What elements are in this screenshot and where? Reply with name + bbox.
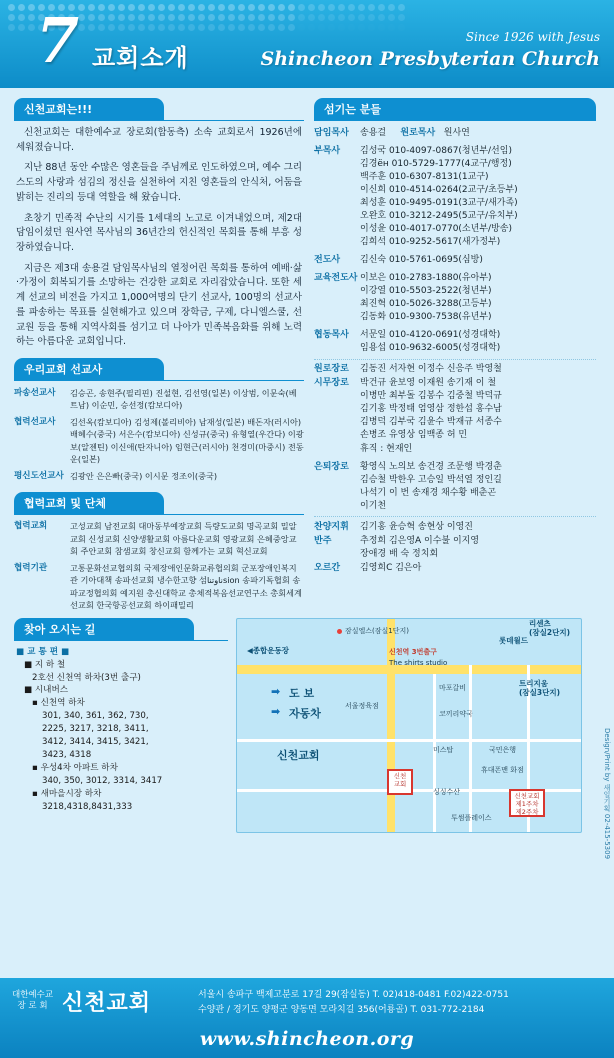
map-label-jamsil-els: 잠실엘스(잠실1단지)	[345, 626, 410, 635]
partners-table	[14, 520, 304, 612]
list-item: 최진혁 010-5026-3288(고등부)	[360, 299, 492, 310]
table-row	[14, 386, 304, 412]
intro-paragraph: 초창기 민족적 수난의 시기를 1세대의 노고로 이겨내었으며, 제2대 담임이셨던 원사연 목사님의 36년간의 헌신적인 목회를 통해 부흥 성장하였습니다.	[16, 212, 302, 254]
row-value	[360, 271, 596, 324]
map-label-riverside: 리센츠 (잠실2단지)	[529, 618, 571, 637]
bus-stop-name: 우성4차 아파트 하차	[40, 762, 118, 773]
directions-text-block	[14, 618, 228, 833]
map-label-stadium: ◀종합운동장	[247, 645, 289, 655]
map-label-phone-shop: 휴대폰맨 화점	[481, 765, 524, 774]
map-street	[237, 739, 582, 742]
bus-numbers	[42, 801, 228, 814]
row-label: 협동목사	[314, 330, 349, 341]
list-item: 황영식 노의보 송건경 조문행 박경춘	[360, 461, 502, 472]
row-value: 김광안 은은빠(중국) 이시문 정조이(중국)	[70, 471, 218, 482]
list-item: 김동화 010-9300-7538(유년부)	[360, 312, 492, 323]
list-item: 장애경 배 숙 정치회	[360, 548, 439, 559]
list-item: 김승철 박한우 고승일 박석열 정인길	[360, 474, 502, 485]
denomination-line1: 대한예수교	[12, 990, 54, 1000]
row-label: 협력선교사	[14, 417, 56, 428]
list-item: 김병덕 김부국 김윤수 박재규 서종수	[360, 417, 502, 428]
footer-address	[198, 988, 509, 1019]
directions-heading: 찾아 오시는 길	[14, 618, 194, 640]
church-location-box: 신천교회 제1주차 제2주차	[509, 789, 545, 817]
list-item: 나석기 이 번 송재경 채수황 배춘곤	[360, 487, 497, 498]
row-label: 평신도선교사	[14, 471, 64, 482]
table-row	[314, 561, 596, 575]
row-label: 찬양지휘	[314, 521, 349, 532]
list-item: 이신희 010-4514-0264(2교구/초등부)	[360, 184, 518, 195]
row-label: 오르간	[314, 562, 341, 573]
table-row	[314, 520, 596, 534]
row-value: 김동진 서자현 이정수 신응주 박영철	[360, 364, 502, 375]
divider	[314, 359, 596, 360]
divider	[314, 516, 596, 517]
list-item: 김성국 010-4097-0867(청년부/선임)	[360, 145, 512, 156]
partners-heading: 협력교회 및 단체	[14, 492, 164, 514]
row-value	[360, 534, 596, 561]
subway-title: ■ 지 하 철	[24, 659, 66, 670]
page-header	[0, 0, 614, 88]
row-value: 김승곤, 송현주(필리핀) 진설현, 김선영(일본) 이상범, 이문숙(베트남) 이순민, 승선정(캄보디아)	[70, 387, 297, 410]
list-item: 3412, 3414, 3415, 3421,	[42, 737, 149, 748]
list-item: 301, 340, 361, 362, 730,	[42, 711, 149, 722]
map-label-butcher: 서울정육점	[345, 701, 379, 710]
map-label-pharmacy: 코끼리약국	[439, 709, 473, 718]
map-label-lotte-world: 롯데월드	[499, 635, 528, 645]
list-item: 서문일 010-4120-0691(성경대학)	[360, 330, 501, 341]
denomination-label	[12, 990, 53, 1013]
row-label: 은퇴장로	[314, 461, 349, 472]
table-row	[314, 144, 596, 249]
intro-heading: 신천교회는!!!	[14, 98, 164, 120]
table-row	[314, 253, 596, 267]
list-item: 임용섭 010-9632-6005(성경대학)	[360, 343, 501, 354]
row-value: 김기홍 윤승혁 송현상 이영진	[360, 521, 473, 532]
map-label-kb-bank: 국민은행	[489, 745, 517, 754]
map-label-sincheon-exit: 신천역 3번출구	[389, 647, 437, 656]
table-row	[314, 363, 596, 377]
list-item: 이병만 최부돌 김봉수 김중철 박덕규	[360, 391, 502, 402]
website-url[interactable]: www.shincheon.org	[199, 1028, 415, 1050]
servants-table	[314, 126, 596, 356]
left-column	[14, 98, 304, 612]
emeritus-pastor-name: 원사연	[443, 127, 470, 138]
row-label: 교육전도사	[314, 272, 358, 283]
bus-numbers	[42, 710, 228, 762]
row-label: 협력기관	[14, 563, 48, 574]
church-parking-box: 신천 교회	[387, 769, 413, 795]
page-footer	[0, 978, 614, 1058]
list-item: 박건규 윤보영 이재원 송기재 이 철	[360, 378, 497, 389]
bus-stop-name: 새마을시장 하차	[40, 788, 102, 799]
table-row	[14, 562, 304, 612]
table-row	[314, 329, 596, 356]
section-number: 7	[36, 4, 80, 77]
elders-table	[314, 363, 596, 514]
list-item: 3423, 4318	[42, 749, 92, 760]
table-row	[14, 520, 304, 558]
map-label-church: 신천교회	[277, 748, 320, 762]
right-column	[314, 98, 596, 612]
subway-line: 2호선 신천역 하차(3번 출구)	[32, 672, 141, 683]
map-label-shirts-studio: The shirts studio	[389, 658, 448, 667]
two-column-layout	[14, 98, 600, 612]
list-item: 휴직 : 현재인	[360, 443, 413, 454]
header-english-title: Shincheon Presbyterian Church	[260, 48, 600, 70]
map-label-driving: 자동차	[289, 706, 321, 720]
location-map[interactable]	[236, 618, 582, 833]
bus-stop-name: 신천역 하차	[40, 698, 85, 709]
walking-route-arrow: ➡	[271, 684, 281, 698]
denomination-line2: 장 로 회	[17, 1001, 48, 1012]
list-item: 추정희 김은영A 이수불 이지영	[360, 535, 480, 546]
row-value: 김영희C 김은아	[360, 562, 422, 573]
row-value: 고통문화선교협의회 국제장애인문화교류협의회 군포장애인복지관 기아대책 송파선교회 냉수한고향 섬ناوتناsion 송파기독협회 송파교정협의회 예지원 총신대학교 총체적복음선교연구소 총회세계선교회 한국항공선교회 하이패밀리	[70, 563, 302, 611]
intro-paragraph: 신천교회는 대한예수교 장로회(합동측) 소속 교회로서 1926년에 세워졌습니다.	[16, 127, 302, 153]
missionaries-heading: 우리교회 선교사	[14, 358, 164, 380]
row-value	[360, 377, 596, 456]
intro-paragraph: 지금은 제3대 송용걸 담임목사님의 열정어린 목회를 통하여 예배·삶·가정이 회복되기를 소망하는 건강한 교회로 자리잡았습니다. 또한 세계 선교의 비전을 가지고 1,000여명의 단기 선교사, 100명의 선교사를 파송하는 목표를 실현해가고 있으며 장학금, 구제, 다니엘스쿨, 선교원 등을 통해 지역사회를 섬기고 더 나아가 민족복음화를 위해 노력하는 아름다운 교회입니다.	[16, 262, 302, 348]
footer-church-name: 신천교회	[62, 991, 152, 1016]
intro-paragraphs	[16, 126, 302, 350]
list-item: 이기천	[360, 500, 387, 511]
missionaries-table	[14, 386, 304, 484]
map-street	[469, 665, 472, 833]
row-label: 반주	[314, 535, 332, 546]
table-row	[14, 416, 304, 466]
list-item: 340, 350, 3012, 3314, 3417	[42, 775, 163, 786]
table-row	[314, 460, 596, 513]
header-since-text: Since 1926 with Jesus	[465, 30, 600, 44]
header-korean-title: 교회소개	[92, 44, 189, 72]
list-item: 최성훈 010-9495-0191(3교구/새가족)	[360, 197, 518, 208]
design-credit: Design/Print by 새일기획 02-415-5309	[603, 728, 611, 860]
row-label: 협력교회	[14, 521, 48, 532]
row-value	[360, 329, 596, 356]
row-label: 부목사	[314, 145, 341, 156]
map-label-walking: 도 보	[289, 686, 315, 700]
table-row	[314, 377, 596, 456]
music-table	[314, 520, 596, 575]
list-item: 김경ён 010-5729-1777(4교구/행정)	[360, 158, 512, 169]
list-item: 백주훈 010-6307-8131(1교구)	[360, 171, 489, 182]
content-sheet	[0, 88, 614, 978]
table-row	[314, 534, 596, 561]
missionaries-section	[14, 358, 304, 484]
row-value	[360, 144, 596, 249]
transport-list	[16, 646, 228, 814]
list-item: 김희석 010-9252-5617(새가정부)	[360, 236, 501, 247]
map-label-mistop: 미스탑	[433, 745, 454, 754]
row-label: 시무장로	[314, 378, 349, 389]
map-marker	[337, 629, 342, 634]
senior-pastor-name: 송용걸	[360, 127, 387, 138]
row-label: 담임목사	[314, 127, 349, 138]
transport-title: ■ 교 통 편 ■	[16, 646, 70, 657]
intro-section	[14, 98, 304, 350]
servants-heading: 섬기는 분들	[314, 98, 596, 120]
row-value	[360, 126, 596, 140]
map-label-trizium: 트리지움 (잠실3단지)	[519, 678, 561, 697]
list-item: 손병조 유영상 임백종 허 민	[360, 430, 468, 441]
partners-section	[14, 492, 304, 612]
list-item: 이성윤 010-4017-0770(소년부/방송)	[360, 223, 512, 234]
emeritus-pastor-label: 원로목사	[400, 127, 436, 138]
intro-paragraph: 지난 88년 동안 수많은 영혼들을 주님께로 인도하였으며, 예수 그리스도의 사랑과 섬김의 정신을 실천하여 지친 영혼들의 안식처, 어둠을 밝히는 진리의 등대 역할을 해 왔습니다.	[16, 162, 302, 203]
list-item: 이보은 010-2783-1880(유아부)	[360, 272, 492, 283]
bus-stop: ▪ 신천역 하차	[32, 698, 85, 709]
driving-route-arrow: ➡	[271, 704, 281, 718]
row-label: 원로장로	[314, 364, 349, 375]
bus-numbers	[42, 775, 228, 788]
list-item: 3218,4318,8431,333	[42, 801, 133, 812]
row-label: 전도사	[314, 254, 341, 265]
table-row	[14, 470, 304, 484]
bus-title: ■ 시내버스	[24, 685, 69, 696]
list-item: 2225, 3217, 3218, 3411,	[42, 724, 149, 735]
address-main: 서울시 송파구 백제고분로 17길 29(잠실동) T. 02)418-0481 F.02)422-0751	[198, 990, 509, 1000]
bus-stop: ▪ 새마을시장 하차	[32, 788, 102, 799]
map-label-twosome: 투썸플레이스	[451, 813, 492, 822]
row-value: 고성교회 남전교회 대마동부예장교회 득량도교회 명곡교회 밀알교회 신성교회 신양생활교회 아름다운교회 영광교회 은혜중앙교회 주안교회 참샘교회 창신교회 함께가는 교회 혁신교회	[70, 521, 297, 556]
bus-stop: ▪ 우성4차 아파트 하차	[32, 762, 118, 773]
table-row	[314, 271, 596, 324]
row-label: 파송선교사	[14, 387, 56, 398]
table-row	[314, 126, 596, 140]
map-label-fish-store: 싱싱수산	[433, 787, 461, 796]
row-value: 김신숙 010-5761-0695(심방)	[360, 254, 483, 265]
row-value	[360, 460, 596, 513]
list-item: 이강열 010-5503-2522(청년부)	[360, 286, 492, 297]
address-retreat: 수양관 / 경기도 양평군 양동면 모라치길 356(어룡골) T. 031-772-2184	[198, 1005, 485, 1016]
row-value: 김선옥(캄보디아) 김성제(볼리비아) 남재성(일본) 배돈자(러시아) 배혜수(중국) 서은수(캄보디아) 신성규(중국) 유형열(우간다) 이광보(알젠틴) 이신애(탄자니아) 임현근(러시아) 천경미(마중시) 전동운(일본)	[70, 417, 304, 465]
directions-section	[14, 618, 600, 833]
map-label-mapogalbi: 마포갈비	[439, 683, 467, 692]
list-item: 김기홍 박정태 엄영삼 정한섭 홍수남	[360, 404, 502, 415]
list-item: 오완호 010-3212-2495(5교구/유치부)	[360, 210, 518, 221]
